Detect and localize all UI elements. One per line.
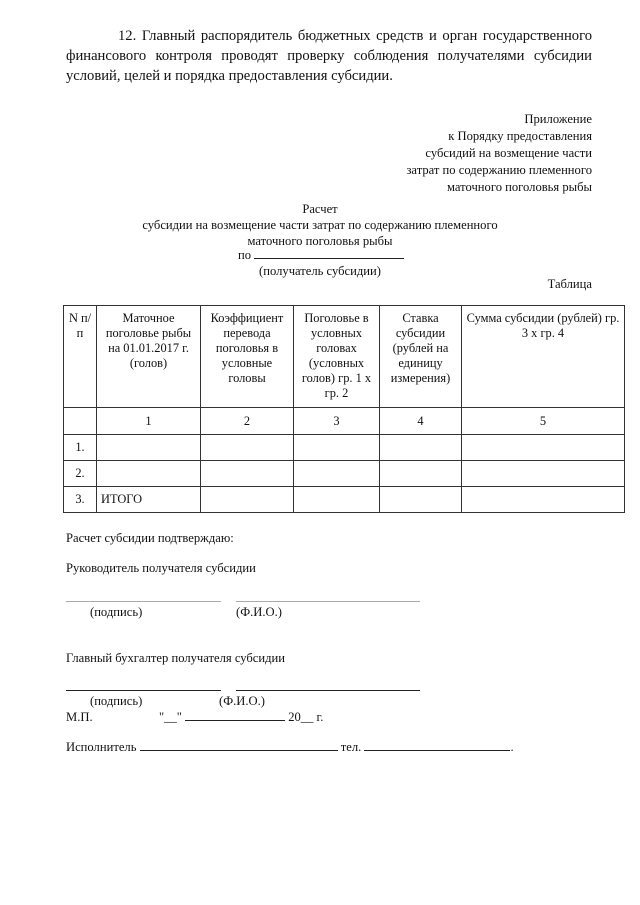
row-number: 3. <box>64 487 97 513</box>
po-label: по <box>238 248 252 262</box>
head-fio-line[interactable] <box>236 601 420 602</box>
head-label: Руководитель получателя субсидии <box>66 561 256 575</box>
mp-label: М.П. <box>66 710 93 724</box>
table-cell[interactable] <box>462 461 625 487</box>
row-number: 1. <box>64 435 97 461</box>
tel-label: тел. <box>340 740 362 754</box>
col-number-cell: 5 <box>462 408 625 435</box>
recipient-caption: (получатель субсидии) <box>259 264 381 278</box>
col-number-cell: 4 <box>380 408 462 435</box>
paragraph-12: 12. Главный распорядитель бюджетных средств и орган государственного финансового контроля проводят проверку соблюдения получателями субсидии условий, целей и порядка предоставления субсидии. <box>66 28 592 84</box>
total-label: ИТОГО <box>97 487 201 513</box>
col-number-cell: 3 <box>294 408 380 435</box>
appendix-line-3: субсидий на возмещение части <box>425 146 592 160</box>
date-day[interactable]: "__" <box>159 710 182 724</box>
accountant-signature-line[interactable] <box>66 690 221 691</box>
table-cell[interactable] <box>462 435 625 461</box>
table-row-total <box>64 487 625 513</box>
calc-title: Расчет <box>302 202 338 216</box>
table-cell[interactable] <box>380 461 462 487</box>
tel-field[interactable] <box>364 739 510 751</box>
table-cell[interactable] <box>380 487 462 513</box>
col-number-cell: 2 <box>201 408 294 435</box>
header-cell-rate: Ставка субсидии (рублей на единицу измерения) <box>380 306 462 408</box>
subsidy-table <box>63 305 625 513</box>
confirm-text: Расчет субсидии подтверждаю: <box>66 531 234 545</box>
calc-subtitle-2: маточного поголовья рыбы <box>247 234 393 248</box>
appendix-line-5: маточного поголовья рыбы <box>447 180 592 194</box>
accountant-label: Главный бухгалтер получателя субсидии <box>66 651 285 665</box>
table-row <box>64 461 625 487</box>
appendix-line-4: затрат по содержанию племенного <box>406 163 592 177</box>
header-cell-number: N п/п <box>64 306 97 408</box>
appendix-block <box>406 111 592 196</box>
recipient-line <box>238 247 404 263</box>
header-cell-sum: Сумма субсидии (рублей) гр. 3 x гр. 4 <box>462 306 625 408</box>
appendix-line-2: к Порядку предоставления <box>448 129 592 143</box>
table-cell[interactable] <box>201 487 294 513</box>
header-cell-coefficient: Коэффициент перевода поголовья в условные головы <box>201 306 294 408</box>
col-number-cell: 1 <box>97 408 201 435</box>
table-cell[interactable] <box>380 435 462 461</box>
executor-field[interactable] <box>140 739 338 751</box>
table-label: Таблица <box>547 277 592 291</box>
executor-line: Исполнитель тел. . <box>66 740 514 754</box>
table-cell[interactable] <box>294 461 380 487</box>
date-line <box>159 709 323 725</box>
table-row <box>64 435 625 461</box>
table-cell[interactable] <box>97 435 201 461</box>
head-signature-line[interactable] <box>66 601 221 602</box>
column-number-row <box>64 408 625 435</box>
accountant-fio-line[interactable] <box>236 690 420 691</box>
col-number-cell <box>64 408 97 435</box>
table-cell[interactable] <box>294 435 380 461</box>
recipient-field[interactable] <box>254 247 404 259</box>
appendix-line-1: Приложение <box>524 112 592 126</box>
table-cell[interactable] <box>294 487 380 513</box>
date-year: 20__ г. <box>288 710 324 724</box>
table-header-row <box>64 306 625 408</box>
head-signature-caption: (подпись) <box>90 605 143 619</box>
date-month-field[interactable] <box>185 709 285 721</box>
accountant-signature-caption: (подпись) <box>90 694 143 708</box>
row-number: 2. <box>64 461 97 487</box>
calc-subtitle-1: субсидии на возмещение части затрат по содержанию племенного <box>142 218 498 232</box>
executor-label: Исполнитель <box>66 740 137 754</box>
header-cell-livestock: Маточное поголовье рыбы на 01.01.2017 г. (голов) <box>97 306 201 408</box>
table-cell[interactable] <box>462 487 625 513</box>
table-cell[interactable] <box>97 461 201 487</box>
table-cell[interactable] <box>201 461 294 487</box>
accountant-fio-caption: (Ф.И.О.) <box>219 694 265 708</box>
header-cell-conditional-heads: Поголовье в условных головах (условных голов) гр. 1 x гр. 2 <box>294 306 380 408</box>
head-fio-caption: (Ф.И.О.) <box>236 605 282 619</box>
table-cell[interactable] <box>201 435 294 461</box>
